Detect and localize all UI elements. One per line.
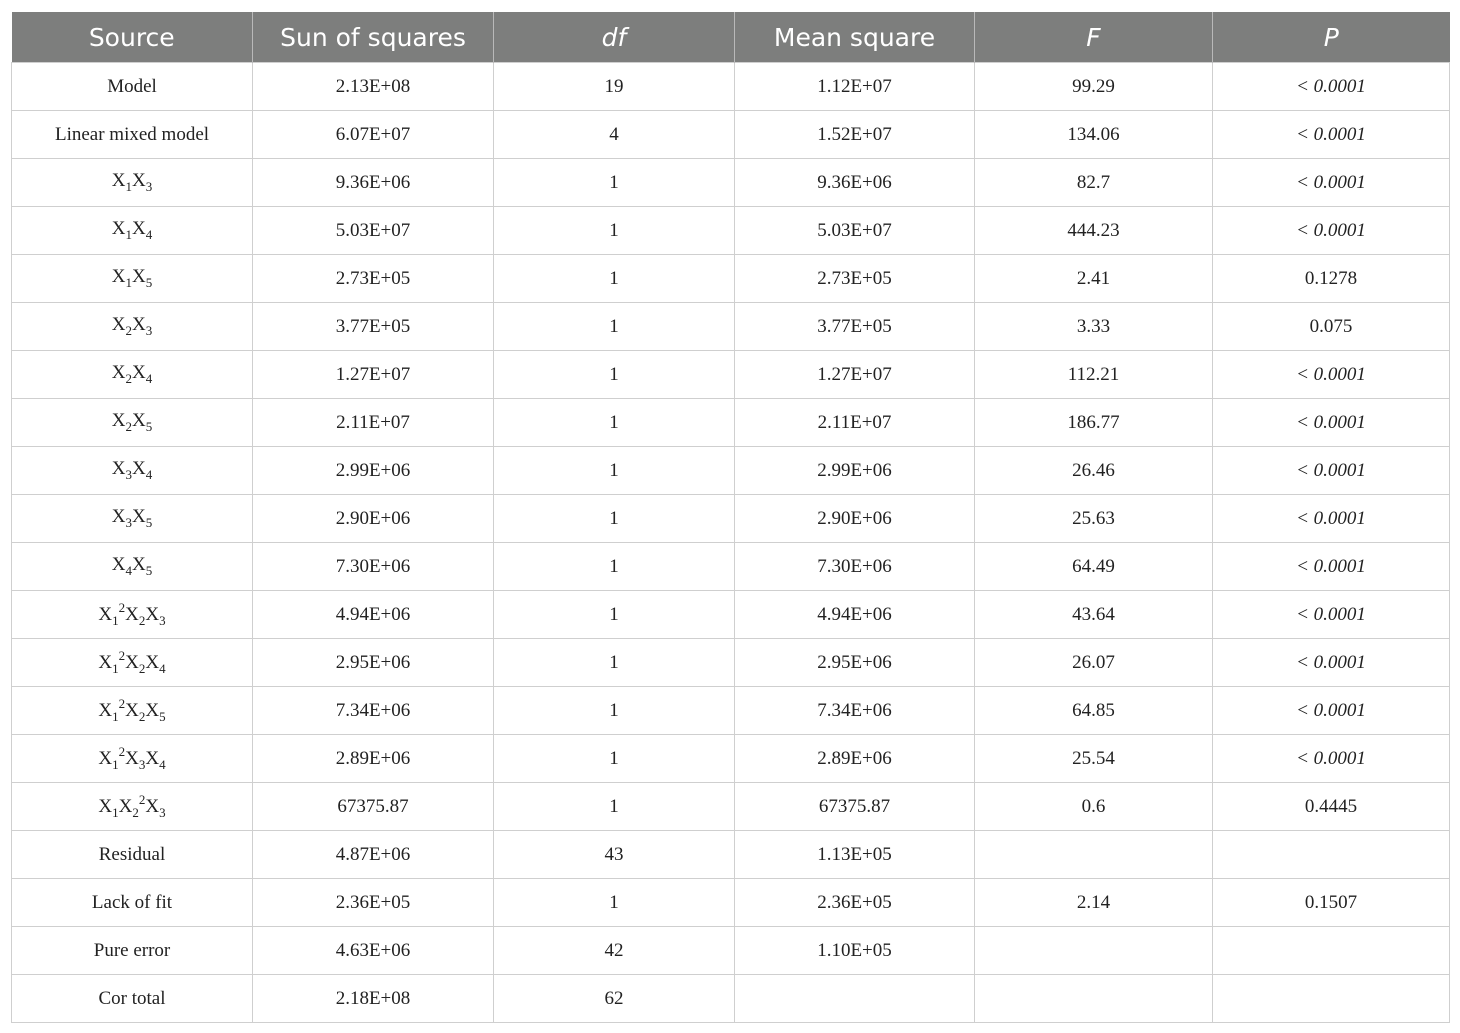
mean-square-cell: 4.94E+06 (735, 591, 975, 639)
table-row (12, 111, 1450, 159)
df-cell: 43 (494, 831, 735, 879)
source-text: X (98, 796, 113, 817)
subscript: 1 (125, 275, 132, 290)
table-row (12, 159, 1450, 207)
df-cell: 1 (494, 735, 735, 783)
sum-of-squares-cell: 3.77E+05 (253, 303, 494, 351)
f-value-cell: 0.6 (975, 783, 1213, 831)
p-value-cell: 0.1507 (1213, 879, 1450, 927)
subscript: 3 (125, 467, 132, 482)
subscript: 5 (145, 419, 153, 434)
mean-square-cell: 67375.87 (735, 783, 975, 831)
df-cell: 1 (494, 447, 735, 495)
source-cell (12, 543, 253, 591)
p-value-cell: < 0.0001 (1213, 687, 1450, 735)
subscript: 3 (125, 515, 132, 530)
header-p: P (1213, 12, 1450, 63)
source-text: Cor total (98, 987, 166, 1009)
df-cell: 1 (494, 639, 735, 687)
subscript: 1 (112, 661, 119, 676)
mean-square-cell: 2.89E+06 (735, 735, 975, 783)
header-source: Source (12, 12, 253, 63)
table-row (12, 447, 1450, 495)
p-value-cell: < 0.0001 (1213, 207, 1450, 255)
sum-of-squares-cell: 7.30E+06 (253, 543, 494, 591)
p-value-cell: < 0.0001 (1213, 639, 1450, 687)
table-row (12, 351, 1450, 399)
f-value-cell (975, 831, 1213, 879)
subscript: 4 (145, 371, 153, 386)
superscript: 2 (118, 600, 126, 615)
mean-square-cell: 2.90E+06 (735, 495, 975, 543)
table-body (12, 63, 1450, 1023)
subscript: 4 (159, 661, 166, 676)
source-text: X (132, 554, 146, 575)
f-value-cell: 3.33 (975, 303, 1213, 351)
source-text: X (98, 604, 113, 625)
mean-square-cell: 2.95E+06 (735, 639, 975, 687)
source-cell (12, 591, 253, 639)
source-text: X (125, 604, 139, 625)
sum-of-squares-cell: 2.13E+08 (253, 63, 494, 111)
sum-of-squares-cell: 6.07E+07 (253, 111, 494, 159)
df-cell: 42 (494, 927, 735, 975)
f-value-cell: 64.85 (975, 687, 1213, 735)
p-value-cell: < 0.0001 (1213, 591, 1450, 639)
source-text: X (125, 652, 139, 673)
df-cell: 1 (494, 399, 735, 447)
source-text: X (111, 410, 126, 431)
table-row (12, 975, 1450, 1023)
source-cell (12, 255, 253, 303)
p-value-cell (1213, 975, 1450, 1023)
source-text: X (132, 506, 146, 527)
source-cell (12, 831, 253, 879)
f-value-cell: 26.07 (975, 639, 1213, 687)
df-cell: 19 (494, 63, 735, 111)
f-value-cell: 2.41 (975, 255, 1213, 303)
superscript: 2 (118, 648, 126, 663)
p-value-cell: < 0.0001 (1213, 543, 1450, 591)
mean-square-cell: 2.11E+07 (735, 399, 975, 447)
mean-square-cell: 1.52E+07 (735, 111, 975, 159)
p-value-cell: < 0.0001 (1213, 159, 1450, 207)
p-value-cell (1213, 927, 1450, 975)
df-cell: 1 (494, 591, 735, 639)
table-row (12, 687, 1450, 735)
f-value-cell (975, 975, 1213, 1023)
table-row (12, 831, 1450, 879)
source-text: X (98, 748, 113, 769)
sum-of-squares-cell: 9.36E+06 (253, 159, 494, 207)
source-cell (12, 351, 253, 399)
mean-square-cell: 9.36E+06 (735, 159, 975, 207)
source-cell (12, 687, 253, 735)
source-text: X (118, 796, 133, 817)
anova-table (11, 12, 1450, 1023)
f-value-cell: 25.63 (975, 495, 1213, 543)
p-value-cell: < 0.0001 (1213, 735, 1450, 783)
subscript: 2 (138, 613, 146, 628)
f-value-cell: 26.46 (975, 447, 1213, 495)
source-text: X (145, 652, 160, 673)
source-text: X (145, 700, 160, 721)
df-cell: 62 (494, 975, 735, 1023)
subscript: 3 (145, 323, 153, 338)
table-row (12, 591, 1450, 639)
sum-of-squares-cell: 2.90E+06 (253, 495, 494, 543)
mean-square-cell: 1.27E+07 (735, 351, 975, 399)
source-text: X (111, 170, 126, 191)
mean-square-cell: 2.99E+06 (735, 447, 975, 495)
table-row (12, 303, 1450, 351)
sum-of-squares-cell: 2.11E+07 (253, 399, 494, 447)
df-cell: 1 (494, 159, 735, 207)
source-text: X (145, 604, 160, 625)
source-text: Model (107, 75, 157, 97)
superscript: 2 (118, 696, 126, 711)
header-mean-square: Mean square (735, 12, 975, 63)
mean-square-cell: 2.73E+05 (735, 255, 975, 303)
source-cell (12, 159, 253, 207)
subscript: 1 (112, 805, 119, 820)
df-cell: 1 (494, 207, 735, 255)
sum-of-squares-cell: 2.36E+05 (253, 879, 494, 927)
sum-of-squares-cell: 2.73E+05 (253, 255, 494, 303)
p-value-cell: 0.1278 (1213, 255, 1450, 303)
subscript: 1 (112, 613, 119, 628)
source-cell (12, 927, 253, 975)
source-text: X (125, 748, 139, 769)
subscript: 3 (145, 179, 153, 194)
source-text: X (132, 218, 146, 239)
source-cell (12, 879, 253, 927)
source-cell (12, 495, 253, 543)
p-value-cell: < 0.0001 (1213, 399, 1450, 447)
header-f: F (975, 12, 1213, 63)
p-value-cell: 0.4445 (1213, 783, 1450, 831)
source-cell (12, 207, 253, 255)
source-cell (12, 447, 253, 495)
sum-of-squares-cell: 2.18E+08 (253, 975, 494, 1023)
source-cell (12, 639, 253, 687)
mean-square-cell: 1.12E+07 (735, 63, 975, 111)
subscript: 5 (159, 709, 166, 724)
subscript: 3 (138, 757, 146, 772)
table-row (12, 879, 1450, 927)
source-text: X (132, 170, 146, 191)
mean-square-cell: 2.36E+05 (735, 879, 975, 927)
f-value-cell: 64.49 (975, 543, 1213, 591)
sum-of-squares-cell: 1.27E+07 (253, 351, 494, 399)
source-text: X (111, 218, 126, 239)
source-text: X (132, 458, 146, 479)
source-text: X (111, 458, 126, 479)
table-row (12, 735, 1450, 783)
mean-square-cell: 5.03E+07 (735, 207, 975, 255)
source-text: X (132, 314, 146, 335)
df-cell: 1 (494, 495, 735, 543)
table-row (12, 255, 1450, 303)
subscript: 1 (112, 709, 119, 724)
f-value-cell: 444.23 (975, 207, 1213, 255)
subscript: 2 (138, 709, 146, 724)
f-value-cell: 112.21 (975, 351, 1213, 399)
subscript: 2 (125, 371, 132, 386)
sum-of-squares-cell: 4.87E+06 (253, 831, 494, 879)
f-value-cell: 186.77 (975, 399, 1213, 447)
source-text: X (111, 362, 126, 383)
source-text: X (111, 506, 126, 527)
subscript: 2 (125, 323, 132, 338)
mean-square-cell: 7.30E+06 (735, 543, 975, 591)
f-value-cell (975, 927, 1213, 975)
sum-of-squares-cell: 4.63E+06 (253, 927, 494, 975)
source-text: Pure error (93, 939, 171, 961)
table-row (12, 783, 1450, 831)
mean-square-cell: 1.10E+05 (735, 927, 975, 975)
f-value-cell: 25.54 (975, 735, 1213, 783)
superscript: 2 (118, 744, 126, 759)
subscript: 1 (112, 757, 119, 772)
source-cell (12, 399, 253, 447)
header-df: df (494, 12, 735, 63)
p-value-cell: < 0.0001 (1213, 447, 1450, 495)
source-text: X (111, 266, 126, 287)
sum-of-squares-cell: 67375.87 (253, 783, 494, 831)
header-row (12, 12, 1450, 63)
table-row (12, 495, 1450, 543)
f-value-cell: 43.64 (975, 591, 1213, 639)
subscript: 4 (145, 467, 153, 482)
df-cell: 1 (494, 255, 735, 303)
f-value-cell: 99.29 (975, 63, 1213, 111)
source-cell (12, 735, 253, 783)
source-text: X (98, 652, 113, 673)
mean-square-cell: 1.13E+05 (735, 831, 975, 879)
table-header (12, 12, 1450, 63)
source-cell (12, 303, 253, 351)
sum-of-squares-cell: 2.99E+06 (253, 447, 494, 495)
p-value-cell: < 0.0001 (1213, 63, 1450, 111)
subscript: 2 (125, 419, 132, 434)
subscript: 5 (145, 275, 153, 290)
p-value-cell: < 0.0001 (1213, 351, 1450, 399)
f-value-cell: 134.06 (975, 111, 1213, 159)
subscript: 3 (159, 613, 166, 628)
df-cell: 1 (494, 783, 735, 831)
source-cell (12, 111, 253, 159)
source-text: Linear mixed model (54, 123, 210, 145)
superscript: 2 (138, 792, 146, 807)
f-value-cell: 82.7 (975, 159, 1213, 207)
source-cell (12, 975, 253, 1023)
df-cell: 1 (494, 687, 735, 735)
df-cell: 1 (494, 303, 735, 351)
df-cell: 1 (494, 543, 735, 591)
subscript: 5 (145, 563, 153, 578)
p-value-cell (1213, 831, 1450, 879)
p-value-cell: < 0.0001 (1213, 111, 1450, 159)
sum-of-squares-cell: 4.94E+06 (253, 591, 494, 639)
source-cell (12, 783, 253, 831)
sum-of-squares-cell: 2.89E+06 (253, 735, 494, 783)
source-text: X (145, 796, 160, 817)
df-cell: 1 (494, 351, 735, 399)
p-value-cell: < 0.0001 (1213, 495, 1450, 543)
subscript: 2 (138, 661, 146, 676)
source-text: Lack of fit (91, 891, 173, 913)
sum-of-squares-cell: 2.95E+06 (253, 639, 494, 687)
sum-of-squares-cell: 5.03E+07 (253, 207, 494, 255)
mean-square-cell: 7.34E+06 (735, 687, 975, 735)
subscript: 4 (125, 563, 132, 578)
mean-square-cell: 3.77E+05 (735, 303, 975, 351)
source-text: X (125, 700, 139, 721)
source-text: Residual (98, 843, 166, 865)
mean-square-cell (735, 975, 975, 1023)
subscript: 5 (145, 515, 153, 530)
subscript: 1 (125, 227, 132, 242)
table-row (12, 63, 1450, 111)
source-text: X (111, 314, 126, 335)
source-text: X (132, 410, 146, 431)
p-value-cell: 0.075 (1213, 303, 1450, 351)
table-row (12, 927, 1450, 975)
df-cell: 1 (494, 879, 735, 927)
subscript: 2 (132, 805, 139, 820)
f-value-cell: 2.14 (975, 879, 1213, 927)
df-cell: 4 (494, 111, 735, 159)
subscript: 1 (125, 179, 132, 194)
table-row (12, 399, 1450, 447)
source-cell (12, 63, 253, 111)
source-text: X (145, 748, 160, 769)
subscript: 4 (159, 757, 166, 772)
sum-of-squares-cell: 7.34E+06 (253, 687, 494, 735)
source-text: X (98, 700, 113, 721)
subscript: 3 (159, 805, 166, 820)
source-text: X (132, 266, 146, 287)
source-text: X (132, 362, 146, 383)
source-text: X (111, 554, 126, 575)
table-row (12, 543, 1450, 591)
subscript: 4 (145, 227, 153, 242)
table-row (12, 639, 1450, 687)
header-sum-of-squares: Sun of squares (253, 12, 494, 63)
table-row (12, 207, 1450, 255)
